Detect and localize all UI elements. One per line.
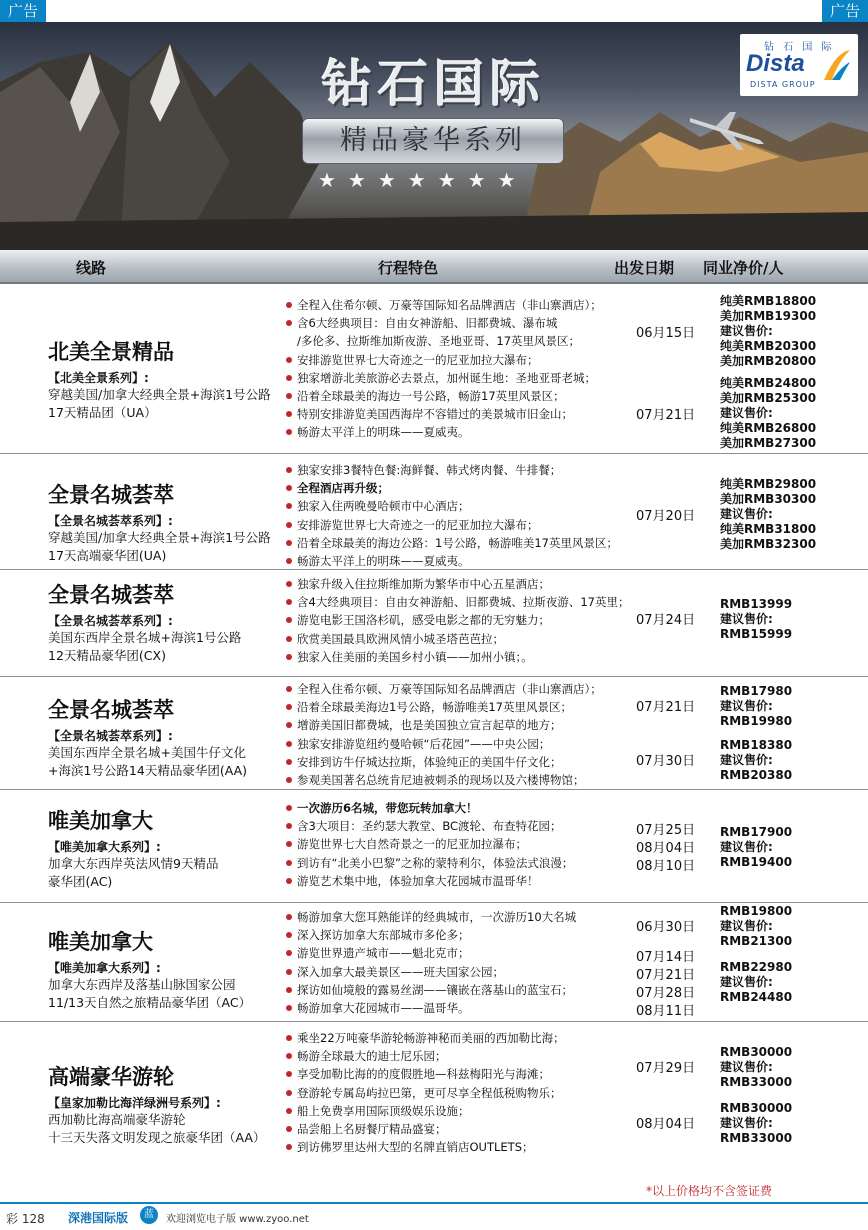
- route-series: 【全景名城荟萃系列】:: [48, 614, 173, 628]
- feature-item: 全程酒店再升级；: [286, 479, 686, 497]
- departure-date: 07月24日: [636, 613, 696, 628]
- price-item: RMB15999: [720, 627, 793, 641]
- departure-date: 07月21日: [636, 968, 696, 983]
- feature-list: [286, 1029, 686, 1156]
- website-text: 欢迎浏览电子版 www.zyoo.net: [166, 1214, 309, 1225]
- feature-item: 含6大经典项目：自由女神游船、旧都费城、瀑布城: [286, 314, 686, 332]
- banner: [0, 22, 868, 250]
- route-name: 唯美加拿大: [48, 930, 153, 954]
- brand-title: 钻石国际: [322, 54, 546, 113]
- route-series: 【唯美加拿大系列】:: [48, 961, 161, 975]
- departure-date: 07月21日: [636, 700, 696, 715]
- route-series: 【全景名城荟萃系列】:: [48, 729, 173, 743]
- feature-item: 探访如仙境般的露易丝湖——镶嵌在落基山的蓝宝石；: [286, 981, 686, 999]
- departure-date: 07月20日: [636, 509, 696, 524]
- price-item: RMB33000: [720, 1131, 793, 1145]
- price-item: RMB19800: [720, 904, 793, 918]
- feature-item: 安排到访牛仔城达拉斯，体验纯正的美国牛仔文化；: [286, 753, 686, 771]
- feature-item: 深入加拿大最美景区——班夫国家公园；: [286, 963, 686, 981]
- feature-item: 游览世界遗产城市——魁北克市；: [286, 944, 686, 962]
- price-item: 纯美RMB20300: [720, 339, 817, 353]
- price-item: 美加RMB32300: [720, 537, 817, 551]
- feature-item: 到访有“北美小巴黎”之称的蒙特利尔，体验法式浪漫；: [286, 854, 686, 872]
- feature-item: 到访佛罗里达州大型的名牌直销店OUTLETS；: [286, 1138, 686, 1156]
- feature-item: 畅游加拿大您耳熟能详的经典城市，一次游历10大名城: [286, 908, 686, 926]
- feature-item: 畅游太平洋上的明珠——夏威夷。: [286, 552, 686, 570]
- edition-label: 深港国际版: [68, 1211, 129, 1225]
- feature-item: /多伦多、拉斯维加斯夜游、圣地亚哥、17英里风景区；: [297, 334, 581, 349]
- feature-list: [286, 680, 686, 789]
- feature-item: 享受加勒比海的的度假胜地—科兹梅阳光与海滩；: [286, 1065, 686, 1083]
- price-item: RMB18380: [720, 738, 793, 752]
- table-row: [0, 286, 868, 454]
- departure-date: 08月04日: [636, 1117, 696, 1132]
- feature-item: 沿着全球最美的海边公路：1号公路，畅游唯美17英里风景区；: [286, 534, 686, 552]
- departure-date: 07月14日: [636, 950, 696, 965]
- price-item: 建议售价:: [720, 324, 773, 338]
- route-name: 高端豪华游轮: [48, 1065, 174, 1089]
- price-item: 纯美RMB29800: [720, 477, 817, 491]
- feature-list: [286, 461, 686, 570]
- series-title: 精品豪华系列: [302, 118, 564, 164]
- departure-date: 07月29日: [636, 1061, 696, 1076]
- feature-item: 畅游太平洋上的明珠——夏威夷。: [286, 423, 686, 441]
- feature-item: 深入探访加拿大东部城市多伦多；: [286, 926, 686, 944]
- feature-item: 船上免费享用国际顶级娱乐设施；: [286, 1102, 686, 1120]
- feature-item: 畅游加拿大花园城市——温哥华。: [286, 999, 686, 1017]
- price-item: RMB33000: [720, 1075, 793, 1089]
- ad-tag-right: 广告: [822, 0, 868, 22]
- route-desc: 11/13天自然之旅精品豪华团（AC）: [48, 995, 252, 1010]
- route-info: [48, 579, 241, 665]
- feature-item: 沿着全球最美海边1号公路，畅游唯美17英里风景区；: [286, 698, 686, 716]
- table-row: [0, 678, 868, 790]
- price-item: 建议售价:: [720, 1116, 773, 1130]
- header-price: 同业净价/人: [703, 259, 784, 277]
- price-item: 建议售价:: [720, 753, 773, 767]
- feature-list: [286, 296, 686, 442]
- table-row: [0, 455, 868, 570]
- feature-item: 参观美国著名总统肯尼迪被刺杀的现场以及六楼博物馆；: [286, 771, 686, 789]
- feature-item: 全程入住希尔顿、万豪等国际知名品牌酒店（非山寨酒店）；: [286, 296, 686, 314]
- departure-date: 07月21日: [636, 408, 696, 423]
- price-item: RMB20380: [720, 768, 793, 782]
- feature-item: 独家安排游览纽约曼哈顿“后花园”——中央公园；: [286, 735, 686, 753]
- route-desc: 12天精品豪华团(CX): [48, 648, 166, 663]
- route-info: [48, 694, 247, 780]
- feature-item: 乘坐22万吨豪华游轮畅游神秘而美丽的西加勒比海；: [286, 1029, 686, 1047]
- route-series: 【皇家加勒比海洋绿洲号系列】:: [48, 1096, 221, 1110]
- header-date: 出发日期: [614, 259, 675, 277]
- price-item: 建议售价:: [720, 406, 773, 420]
- logo-cn: 钻 石 国 际: [764, 42, 835, 53]
- route-info: [48, 1061, 265, 1147]
- price-item: RMB13999: [720, 597, 793, 611]
- logo-en: Dista: [746, 50, 805, 77]
- price-item: 建议售价:: [720, 919, 773, 933]
- feature-item: 特别安排游览美国西海岸不容错过的美景城市旧金山；: [286, 405, 686, 423]
- route-info: [48, 336, 271, 422]
- price-item: 建议售价:: [720, 1060, 773, 1074]
- price-item: 纯美RMB31800: [720, 522, 817, 536]
- route-info: [48, 479, 271, 565]
- route-series: 【全景名城荟萃系列】:: [48, 514, 173, 528]
- feature-item: 增游美国旧都费城，也是美国独立宣言起草的地方；: [286, 716, 686, 734]
- price-item: RMB30000: [720, 1045, 793, 1059]
- feature-item: 全程入住希尔顿、万豪等国际知名品牌酒店（非山寨酒店）；: [286, 680, 686, 698]
- price-item: 纯美RMB26800: [720, 421, 817, 435]
- route-desc: 豪华团(AC): [48, 874, 113, 889]
- price-item: RMB30000: [720, 1101, 793, 1115]
- feature-item: 独家入住两晚曼哈顿市中心酒店；: [286, 497, 686, 515]
- departure-date: 07月25日: [636, 823, 696, 838]
- feature-item: 含4大经典项目：自由女神游船、旧都费城、拉斯夜游、17英里；: [286, 593, 686, 611]
- departure-date: 08月11日: [636, 1004, 696, 1019]
- route-desc: 17天精品团（UA）: [48, 405, 157, 420]
- departure-date: 08月04日: [636, 841, 696, 856]
- route-info: [48, 926, 251, 1012]
- price-item: RMB19400: [720, 855, 793, 869]
- table-header: [0, 250, 868, 284]
- price-item: 建议售价:: [720, 699, 773, 713]
- price-item: 建议售价:: [720, 507, 773, 521]
- price-item: 美加RMB19300: [720, 309, 817, 323]
- feature-list: [286, 799, 686, 890]
- route-desc: +海滨1号公路14天精品豪华团(AA): [48, 763, 248, 778]
- feature-item: 安排游览世界七大奇迹之一的尼亚加拉大瀑布；: [286, 516, 686, 534]
- feature-list: [286, 575, 686, 666]
- feature-item: 畅游全球最大的迪士尼乐园；: [286, 1047, 686, 1065]
- price-item: RMB21300: [720, 934, 793, 948]
- feature-item: 独家安排3餐特色餐:海鲜餐、韩式烤肉餐、牛排餐；: [286, 461, 686, 479]
- page-footer: [0, 1202, 868, 1230]
- feature-item: 独家增游北美旅游必去景点，加州诞生地：圣地亚哥老城；: [286, 369, 686, 387]
- feature-item: 欣赏美国最具欧洲风情小城圣塔芭芭拉；: [286, 630, 686, 648]
- price-item: 美加RMB25300: [720, 391, 817, 405]
- footnote: *以上价格均不含签证费: [646, 1184, 773, 1198]
- route-series: 【唯美加拿大系列】:: [48, 840, 161, 854]
- feature-item: 登游轮专属岛屿拉巴第，更可尽享全程低税购物乐；: [286, 1084, 686, 1102]
- route-desc: 加拿大东西岸英法风情9天精品: [48, 856, 219, 871]
- route-desc: 西加勒比海高端豪华游轮: [48, 1112, 186, 1127]
- ad-tag-left: 广告: [0, 0, 46, 22]
- feature-item: 独家升级入住拉斯维加斯为繁华市中心五星酒店；: [286, 575, 686, 593]
- departure-date: 07月30日: [636, 754, 696, 769]
- price-item: 纯美RMB24800: [720, 376, 817, 390]
- route-desc: 穿越美国/加拿大经典全景+海滨1号公路: [48, 387, 271, 402]
- price-item: 建议售价:: [720, 840, 773, 854]
- feature-item: 独家入住美丽的美国乡村小镇——加州小镇；。: [286, 648, 686, 666]
- route-name: 全景名城荟萃: [48, 698, 174, 722]
- price-item: 建议售价:: [720, 612, 773, 626]
- route-desc: 美国东西岸全景名城+海滨1号公路: [48, 630, 242, 645]
- route-desc: 加拿大东西岸及落基山脉国家公园: [48, 977, 236, 992]
- price-item: 美加RMB27300: [720, 436, 817, 450]
- departure-date: 06月15日: [636, 326, 696, 341]
- route-desc: 穿越美国/加拿大经典全景+海滨1号公路: [48, 530, 271, 545]
- rating-stars: ★★★★★★★: [318, 168, 528, 192]
- header-route: 线路: [76, 259, 107, 277]
- departure-date: 08月10日: [636, 859, 696, 874]
- feature-item: 游览艺术集中地，体验加拿大花园城市温哥华！: [286, 872, 686, 890]
- departure-date: 06月30日: [636, 920, 696, 935]
- edition-icon: 蓝: [140, 1206, 158, 1224]
- price-item: 美加RMB20800: [720, 354, 817, 368]
- table-row: [0, 571, 868, 677]
- feature-item: 游览世界七大自然奇景之一的尼亚加拉瀑布；: [286, 835, 686, 853]
- feature-item: 安排游览世界七大奇迹之一的尼亚加拉大瀑布；: [286, 351, 686, 369]
- route-desc: 美国东西岸全景名城+美国牛仔文化: [48, 745, 246, 760]
- route-name: 北美全景精品: [48, 340, 174, 364]
- dista-logo: [740, 34, 858, 96]
- price-item: 美加RMB30300: [720, 492, 817, 506]
- price-item: RMB17980: [720, 684, 793, 698]
- price-item: 纯美RMB18800: [720, 294, 817, 308]
- table-row: [0, 1023, 868, 1163]
- departure-date: 07月28日: [636, 986, 696, 1001]
- feature-item: 沿着全球最美的海边一号公路，畅游17英里风景区；: [286, 387, 686, 405]
- route-name: 全景名城荟萃: [48, 583, 174, 607]
- table-row: [0, 904, 868, 1022]
- price-item: RMB17900: [720, 825, 793, 839]
- price-item: RMB22980: [720, 960, 793, 974]
- route-desc: 十三天失落文明发现之旅豪华团（AA）: [48, 1130, 266, 1145]
- logo-group: DISTA GROUP: [750, 80, 816, 89]
- feature-item: 游览电影王国洛杉矶，感受电影之都的无穷魅力；: [286, 611, 686, 629]
- route-name: 唯美加拿大: [48, 809, 153, 833]
- route-series: 【北美全景系列】:: [48, 371, 149, 385]
- price-item: RMB19980: [720, 714, 793, 728]
- header-features: 行程特色: [378, 259, 439, 277]
- feature-item: 含3大项目：圣约瑟大教堂、BC渡轮、布查特花园；: [286, 817, 686, 835]
- route-desc: 17天高端豪华团(UA): [48, 548, 167, 563]
- feature-list: [286, 908, 686, 1017]
- route-info: [48, 805, 218, 891]
- table-row: [0, 791, 868, 903]
- feature-item: 品尝船上名厨餐厅精品盛宴；: [286, 1120, 686, 1138]
- route-name: 全景名城荟萃: [48, 483, 174, 507]
- feature-item: 一次游历6名城，带您玩转加拿大！: [286, 799, 686, 817]
- logo-swoosh-icon: [822, 48, 852, 82]
- price-item: RMB24480: [720, 990, 793, 1004]
- page-number: 彩 128: [6, 1212, 45, 1226]
- price-item: 建议售价:: [720, 975, 773, 989]
